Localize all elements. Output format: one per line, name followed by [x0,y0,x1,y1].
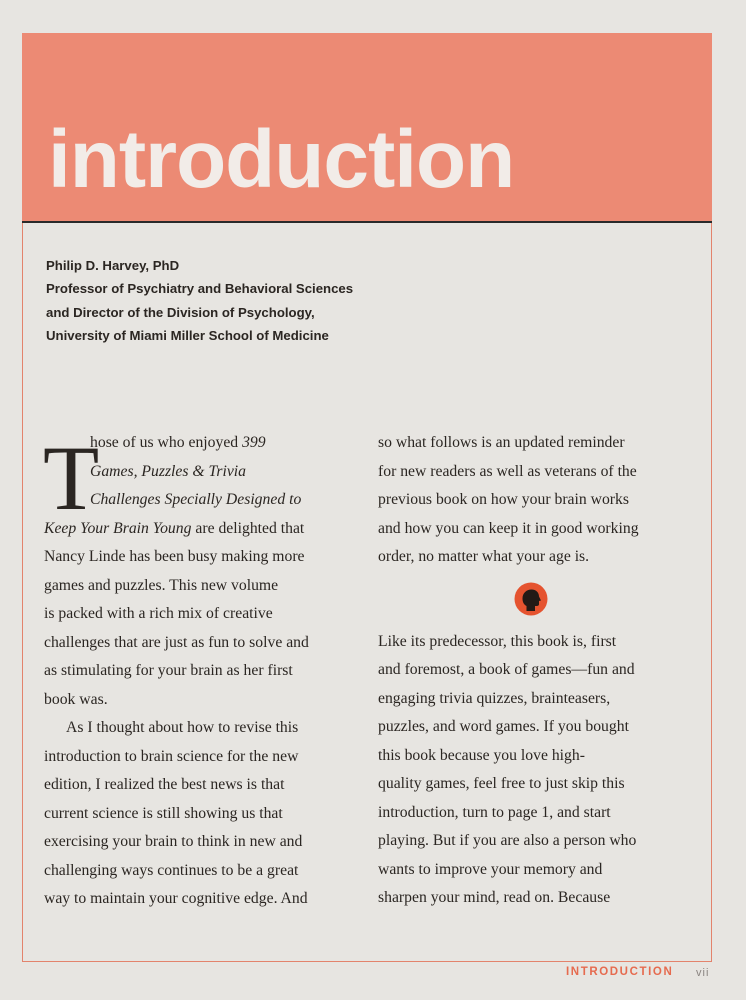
text-line: and how you can keep it in good working [378,519,639,537]
text-line: challenging ways continues to be a great [44,861,299,879]
text-line: is packed with a rich mix of creative [44,605,273,622]
text-line: quality games, feel free to just skip this [378,775,625,792]
text-line: As I thought about how to revise this [66,719,299,736]
footer-section-label: INTRODUCTION [566,966,674,978]
chapter-title: introduction [48,114,515,205]
text-line: Nancy Linde has been busy making more [44,548,305,565]
text-line: for new readers as well as veterans of the [378,462,637,480]
left-column [44,429,360,914]
text-line: current science is still showing us that [44,804,283,822]
text-line: exercising your brain to think in new and [44,833,303,850]
author-title-line: and Director of the Division of Psychology, [46,304,315,320]
author-title-line: University of Miami Miller School of Medicine [46,327,329,343]
author-name: Philip D. Harvey, PhD [46,258,180,273]
text-line: games and puzzles. This new volume [44,576,279,594]
text-line: Keep Your Brain Young are delighted that [44,519,305,537]
text-line: Games, Puzzles & Trivia [90,462,247,480]
text-line: this book because you love high- [378,746,585,764]
right-column [378,429,688,913]
text-line: so what follows is an updated reminder [378,434,625,451]
text-line: sharpen your mind, read on. Because [378,889,611,906]
chapter-banner [22,33,712,223]
text-line: engaging trivia quizzes, brainteasers, [378,689,611,707]
text-line: playing. But if you are also a person who [378,832,637,849]
page-number: vii [696,967,710,979]
text-line: introduction, turn to page 1, and start [378,803,611,821]
text-line: as stimulating for your brain as her first [44,662,293,679]
text-line: hose of us who enjoyed 399 [90,434,266,451]
author-block [46,254,353,347]
text-line: order, no matter what your age is. [378,548,590,565]
drop-cap: T [43,427,100,529]
text-line: previous book on how your brain works [378,491,629,508]
text-line: edition, I realized the best news is that [44,776,285,793]
text-line: book was. [44,690,108,708]
text-line: Challenges Specially Designed to [90,491,302,508]
author-title-line: Professor of Psychiatry and Behavioral Sciences [46,281,354,297]
text-line: introduction to brain science for the new [44,747,299,765]
head-silhouette-icon [514,582,548,616]
text-line: way to maintain your cognitive edge. And [44,890,308,907]
text-line: challenges that are just as fun to solve and [44,633,309,651]
text-line: puzzles, and word games. If you bought [378,718,629,735]
text-line: wants to improve your memory and [378,860,603,878]
text-line: and foremost, a book of games—fun and [378,661,635,678]
text-line: Like its predecessor, this book is, first [378,632,617,650]
